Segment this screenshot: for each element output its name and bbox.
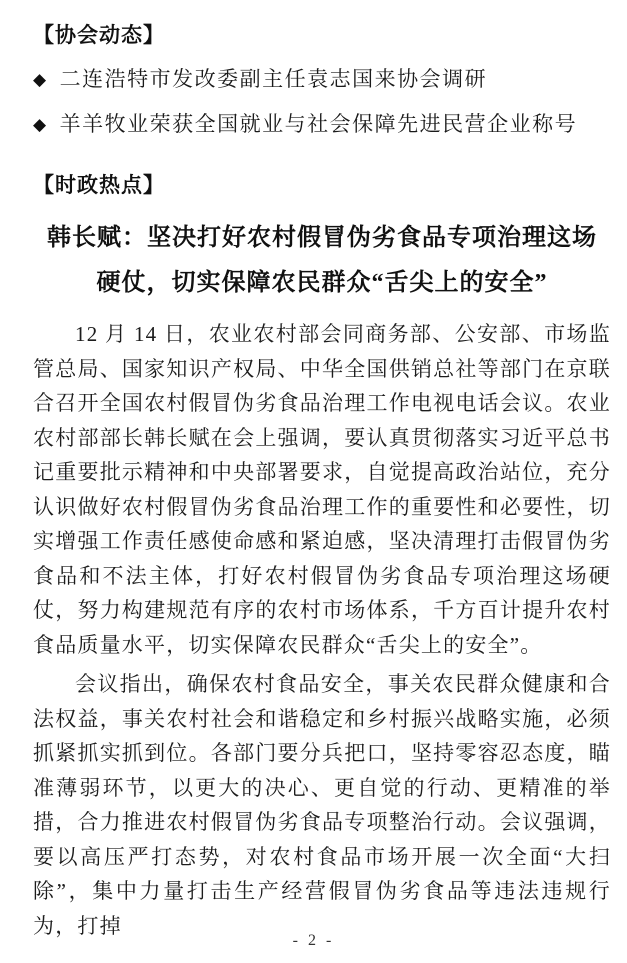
article-paragraph-1: 12 月 14 日，农业农村部会同商务部、公安部、市场监管总局、国家知识产权局、中华全国供销总社等部门在京联合召开全国农村假冒伪劣食品治理工作电视电话会议。农业农村部部长韩长赋在会上强调，要认真贯彻落实习近平总书记重要批示精神和中央部署要求，自觉提高政治站位，充分认识做好农村假冒伪劣食品治理工作的重要性和必要性，切实增强工作责任感使命感和紧迫感，坚决清理打击假冒伪劣食品和不法主体，打好农村假冒伪劣食品专项治理这场硬仗，努力构建规范有序的农村市场体系，千方百计提升农村食品质量水平，切实保障农民群众“舌尖上的安全”。 — [33, 322, 611, 657]
headline-line-2: 硬仗，切实保障农民群众“舌尖上的安全” — [96, 270, 548, 296]
article-paragraph-2: 会议指出，确保农村食品安全，事关农民群众健康和合法权益，事关农村社会和谐稳定和乡村振兴战略实施，必须抓紧抓实抓到位。各部门要分兵把口，坚持零容忍态度，瞄准薄弱环节，以更大的决心、更自觉的行动、更精准的举措，合力推进农村假冒伪劣食品专项整治行动。会议强调，要以高压严打态势，对农村食品市场开展一次全面“大扫除”，集中力量打击生产经营假冒伪劣食品等违法违规行为，打掉 — [33, 672, 611, 938]
bullet-item — [33, 64, 611, 95]
article-headline — [33, 216, 611, 306]
diamond-bullet-icon: ◆ — [33, 70, 48, 90]
section-header-association: 【协会动态】 — [33, 24, 165, 47]
section-header-politics: 【时政热点】 — [33, 174, 165, 197]
headline-line-1: 韩长赋：坚决打好农村假冒伪劣食品专项治理这场 — [47, 225, 597, 251]
bullet-item — [33, 109, 611, 140]
diamond-bullet-icon: ◆ — [33, 115, 48, 135]
bullet-item-text: 羊羊牧业荣获全国就业与社会保障先进民营企业称号 — [59, 112, 578, 136]
bullet-item-text: 二连浩特市发改委副主任袁志国来协会调研 — [59, 67, 488, 91]
page-number: - 2 - — [292, 932, 335, 949]
